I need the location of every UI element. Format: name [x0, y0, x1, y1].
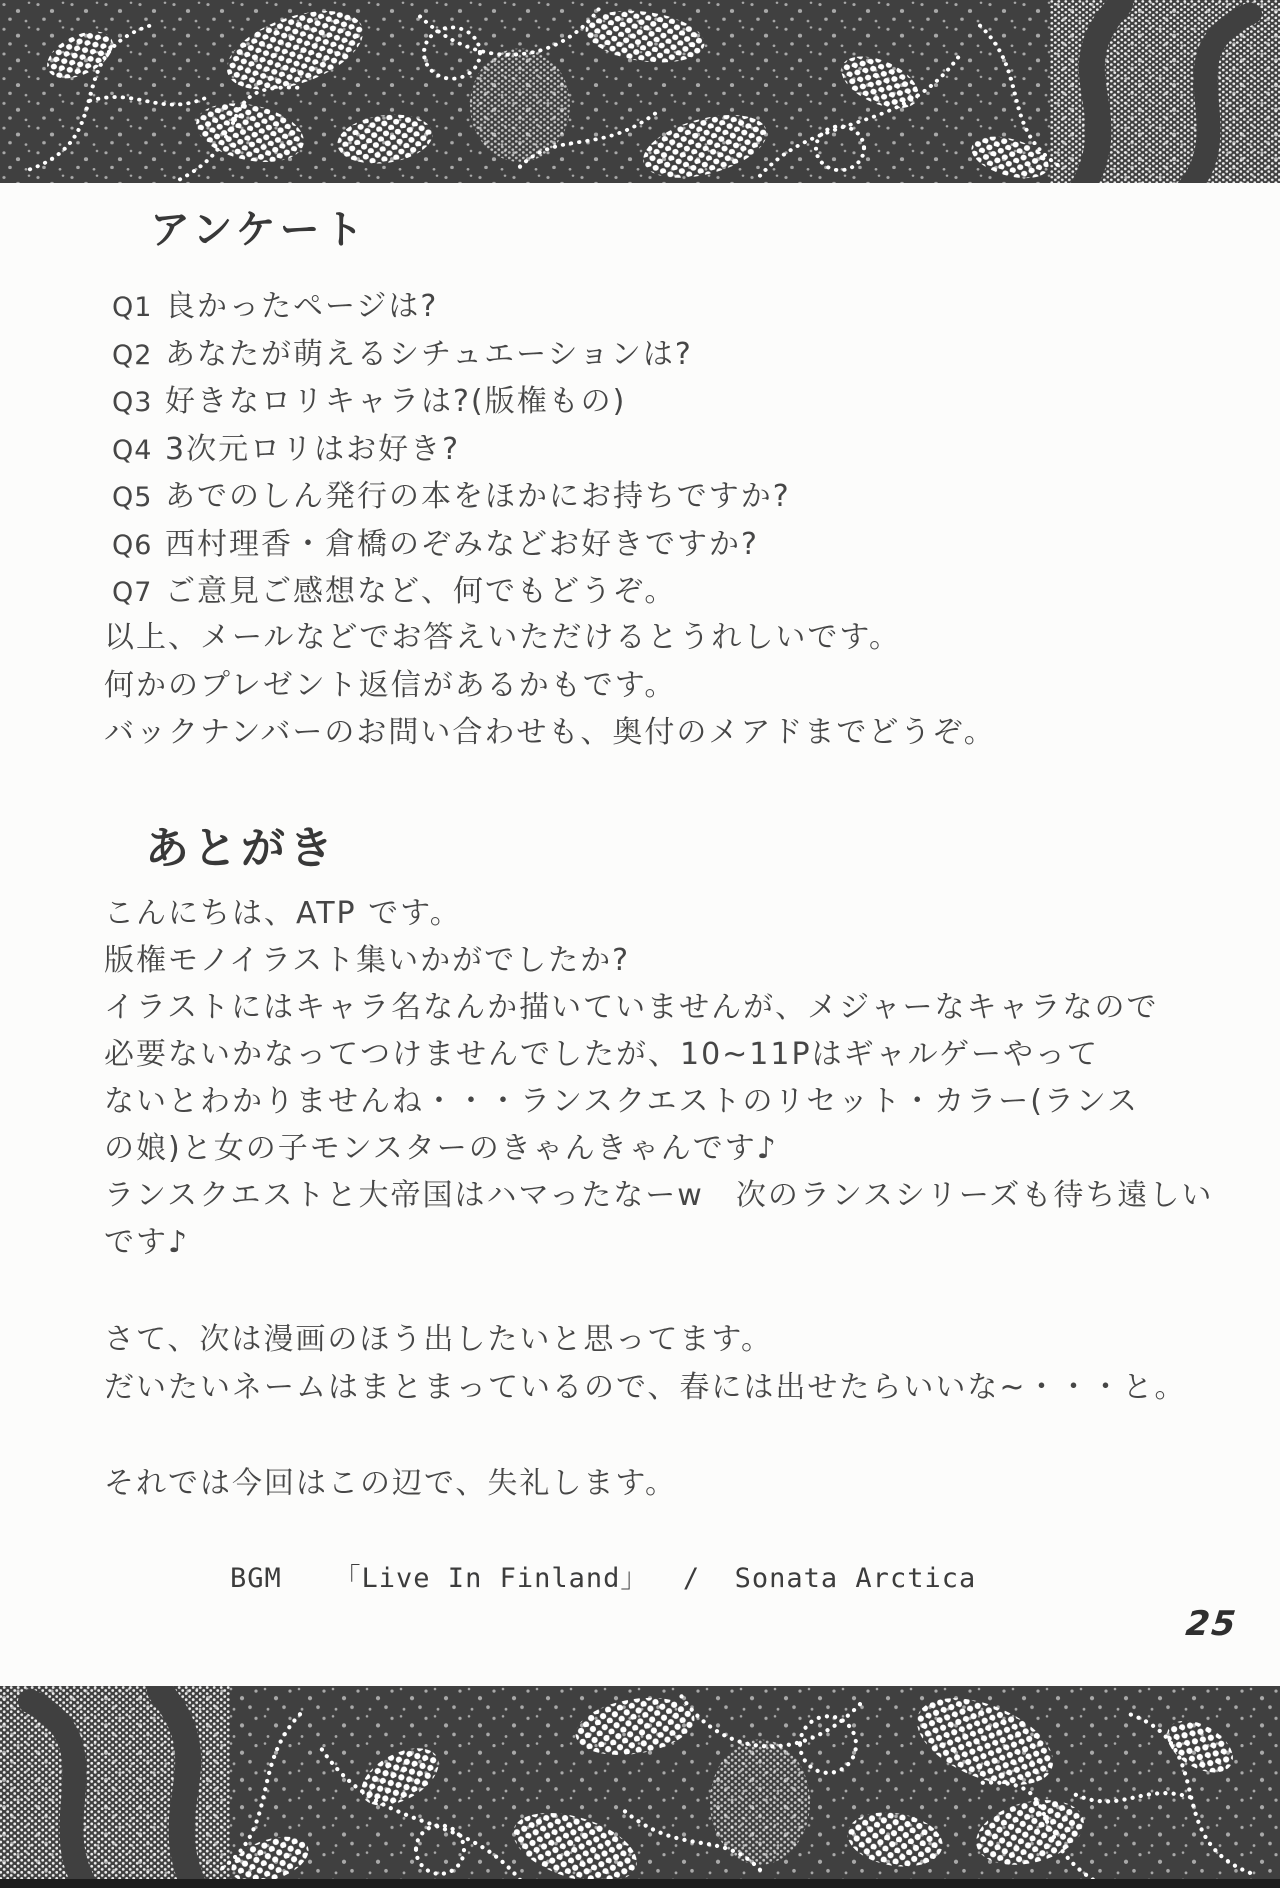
- question-number: Q2: [112, 339, 153, 371]
- afterword-farewell-line: それでは今回はこの辺で、失礼します。: [104, 1466, 677, 1501]
- question-row: [112, 281, 791, 329]
- survey-notes: [104, 614, 996, 757]
- afterword-body-line: ないとわかりませんね・・・ランスクエストのリセット・カラー(ランス: [104, 1084, 1140, 1119]
- question-row: [112, 519, 791, 567]
- afterword-body-line: の娘)と女の子モンスターのきゃんきゃんです♪: [104, 1131, 778, 1166]
- survey-note-line: バックナンバーのお問い合わせも、奥付のメアドまでどうぞ。: [104, 715, 996, 750]
- question-text: ご意見ご感想など、何でもどうぞ。: [165, 574, 677, 609]
- survey-section-title: アンケート: [150, 207, 368, 253]
- afterword-section-title: あとがき: [145, 823, 337, 874]
- lace-pattern-icon: [0, 0, 1280, 183]
- question-row: [112, 376, 791, 424]
- question-number: Q7: [112, 577, 153, 608]
- lace-pattern-icon: [0, 1686, 1280, 1888]
- question-text: 好きなロリキャラは?(版権もの): [165, 384, 627, 419]
- page-bottom-edge: [0, 1879, 1280, 1888]
- afterword-body-line: イラストにはキャラ名なんか描いていませんが、メジャーなキャラなので: [104, 990, 1159, 1025]
- afterword-body-line: 版権モノイラスト集いかがでしたか?: [104, 943, 631, 978]
- question-number: Q4: [112, 434, 153, 466]
- question-row: [112, 329, 791, 377]
- lace-border-top: [0, 0, 1280, 183]
- question-text: あでのしん発行の本をほかにお持ちですか?: [165, 479, 791, 514]
- afterword-body-line: ランスクエストと大帝国はハマったなーw 次のランスシリーズも待ち遠しい: [104, 1178, 1214, 1213]
- question-row: [112, 471, 791, 519]
- bgm-credit-line: BGM 「Live In Finland」 / Sonata Arctica: [230, 1563, 977, 1594]
- afterword-closing: [104, 1316, 1187, 1411]
- page-number: 25: [1183, 1604, 1240, 1644]
- question-text: あなたが萌えるシチュエーションは?: [165, 336, 693, 372]
- afterword-closing-line: さて、次は漫画のほう出したいと思ってます。: [104, 1322, 773, 1357]
- question-list: [112, 281, 791, 614]
- question-row: [112, 566, 791, 614]
- question-number: Q5: [112, 482, 153, 513]
- question-number: Q6: [112, 529, 153, 561]
- lace-border-bottom: [0, 1686, 1280, 1888]
- question-text: 良かったページは?: [165, 289, 439, 324]
- afterword-closing-line: だいたいネームはまとまっているので、春には出せたらいいな~・・・と。: [104, 1369, 1187, 1405]
- question-number: Q1: [112, 292, 153, 323]
- survey-note-line: 何かのプレゼント返信があるかもです。: [104, 667, 677, 703]
- afterword-body-line: 必要ないかなってつけませんでしたが、10~11Pはギャルゲーやって: [104, 1037, 1099, 1072]
- survey-note-line: 以上、メールなどでお答えいただけるとうれしいです。: [104, 620, 901, 655]
- afterword-body-line: こんにちは、ATP です。: [104, 896, 462, 931]
- question-number: Q3: [112, 387, 153, 418]
- question-row: [112, 424, 791, 472]
- question-text: 3次元ロリはお好き?: [165, 431, 461, 467]
- afterword-body-line: です♪: [104, 1225, 190, 1260]
- afterword-body: [104, 890, 1213, 1266]
- question-text: 西村理香・倉橋のぞみなどお好きですか?: [165, 526, 759, 562]
